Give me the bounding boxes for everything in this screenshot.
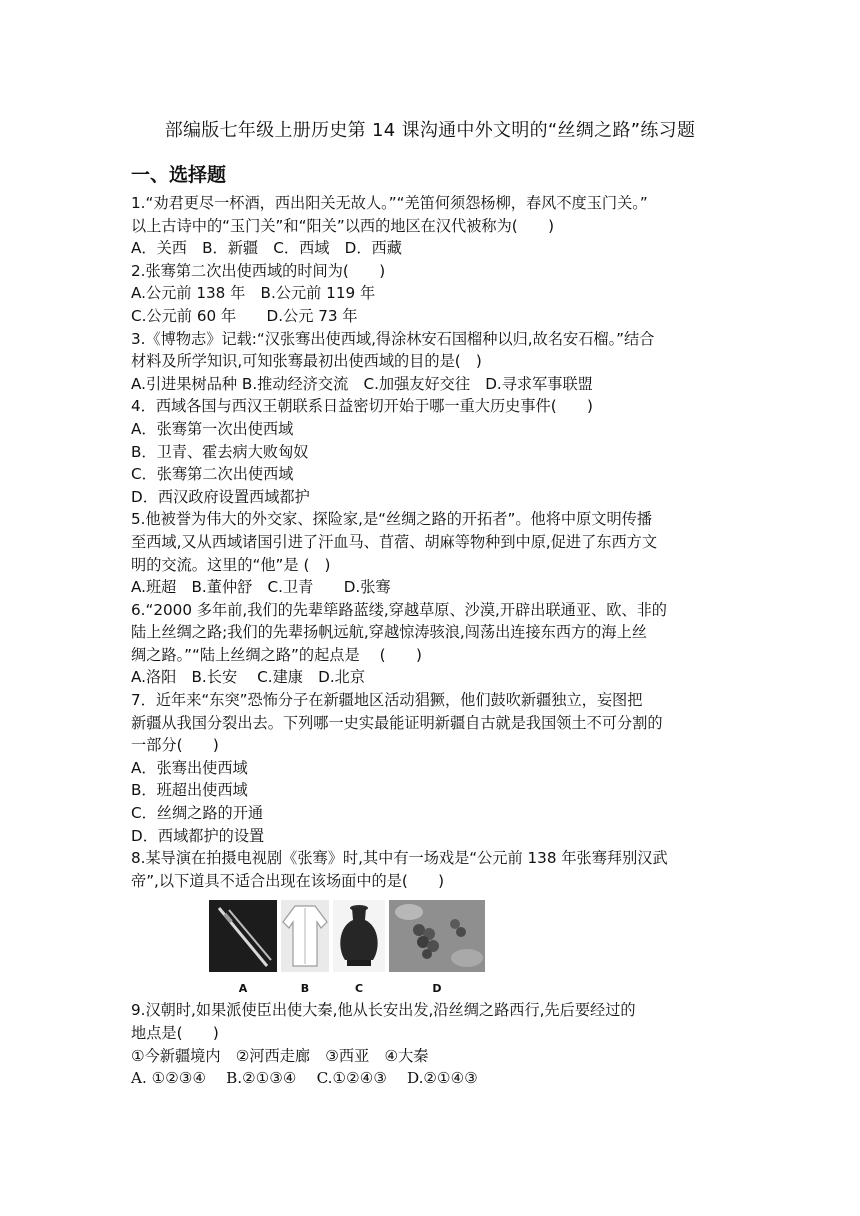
text-line: 以上古诗中的“玉门关”和“阳关”以西的地区在汉代被称为( ) — [131, 216, 555, 235]
text-line: 明的交流。这里的“他”是 ( ) — [131, 555, 331, 574]
text-line: C．丝绸之路的开通 — [131, 804, 264, 823]
text-line: 9.汉朝时,如果派使臣出使大秦,他从长安出发,沿丝绸之路西行,先后要经过的 — [131, 1001, 636, 1020]
text-line: 一部分( ) — [131, 736, 219, 755]
prop-images — [209, 900, 487, 996]
text-line: 新疆从我国分裂出去。下列哪一史实最能证明新疆自古就是我国领土不可分割的 — [131, 713, 663, 732]
text-line: A．关西 B．新疆 C．西域 D．西藏 — [131, 239, 402, 258]
text-line: A．张骞第一次出使西域 — [131, 419, 294, 438]
text-line: ①今新疆境内 ②河西走廊 ③西亚 ④大秦 — [131, 1046, 429, 1065]
vase-image — [333, 900, 385, 972]
sword-image — [209, 900, 277, 972]
robe-image — [281, 900, 329, 972]
text-line: 2.张骞第二次出使西域的时间为( ) — [131, 261, 386, 280]
question-8-figure — [131, 892, 731, 999]
text-line: D．西域都护的设置 — [131, 826, 265, 845]
text-line: A.洛阳 B.长安 C.建康 D.北京 — [131, 668, 366, 687]
question-body — [131, 192, 731, 1090]
section-heading: 一、选择题 — [131, 164, 227, 186]
text-line: 1.“劝君更尽一杯酒，西出阳关无故人。”“羌笛何须怨杨柳，春风不度玉门关。” — [131, 194, 648, 212]
document-title: 部编版七年级上册历史第 14 课沟通中外文明的“丝绸之路”练习题 — [164, 120, 696, 141]
caption-a: A — [238, 982, 248, 996]
text-line: D．西汉政府设置西域都护 — [131, 487, 310, 506]
caption-c: C — [354, 982, 364, 996]
text-line: 4．西域各国与西汉王朝联系日益密切开始于哪一重大历史事件( ) — [131, 397, 593, 416]
text-line: 绸之路。”“陆上丝绸之路”的起点是 ( ) — [131, 645, 422, 664]
text-line: C.公元前 60 年 D.公元 73 年 — [131, 306, 358, 325]
grapes-image — [389, 900, 485, 972]
text-line: 3.《博物志》记载:“汉张骞出使西域,得涂林安石国榴种以归,故名安石榴。”结合 — [131, 329, 655, 348]
text-line: 7．近年来“东突”恐怖分子在新疆地区活动猖獗，他们鼓吹新疆独立，妄图把 — [131, 691, 643, 710]
text-line: 5.他被誉为伟大的外交家、探险家,是“丝绸之路的开拓者”。他将中原文明传播 — [131, 510, 653, 529]
text-line: B．班超出使西域 — [131, 781, 248, 800]
text-line: 8.某导演在拍摄电视剧《张骞》时,其中有一场戏是“公元前 138 年张骞拜别汉武 — [131, 849, 668, 868]
text-line: 至西域,又从西域诸国引进了汗血马、苜蓿、胡麻等物种到中原,促进了东西方文 — [131, 532, 658, 551]
caption-b: B — [300, 982, 310, 996]
text-line: 陆上丝绸之路;我们的先辈扬帆远航,穿越惊涛骇浪,闯荡出连接东西方的海上丝 — [131, 623, 647, 642]
text-line: A.公元前 138 年 B.公元前 119 年 — [131, 284, 376, 303]
text-line: A．张骞出使西域 — [131, 758, 248, 777]
text-line: A.班超 B.董仲舒 C.卫青 D.张骞 — [131, 578, 391, 597]
text-line: 6.“2000 多年前,我们的先辈筚路蓝缕,穿越草原、沙漠,开辟出联通亚、欧、非的 — [131, 600, 667, 619]
text-line: 帝”,以下道具不适合出现在该场面中的是( ) — [131, 871, 445, 890]
text-line: 地点是( ) — [131, 1024, 219, 1042]
text-line: C．张骞第二次出使西域 — [131, 465, 294, 484]
text-line: 材料及所学知识,可知张骞最初出使西域的目的是( ) — [131, 352, 482, 371]
text-line: A. ①②③④ B.②①③④ C.①②④③ D.②①④③ — [131, 1069, 478, 1088]
text-line: B．卫青、霍去病大败匈奴 — [131, 442, 309, 461]
text-line: A.引进果树品种 B.推动经济交流 C.加强友好交往 D.寻求军事联盟 — [131, 374, 593, 393]
caption-d: D — [432, 982, 442, 996]
